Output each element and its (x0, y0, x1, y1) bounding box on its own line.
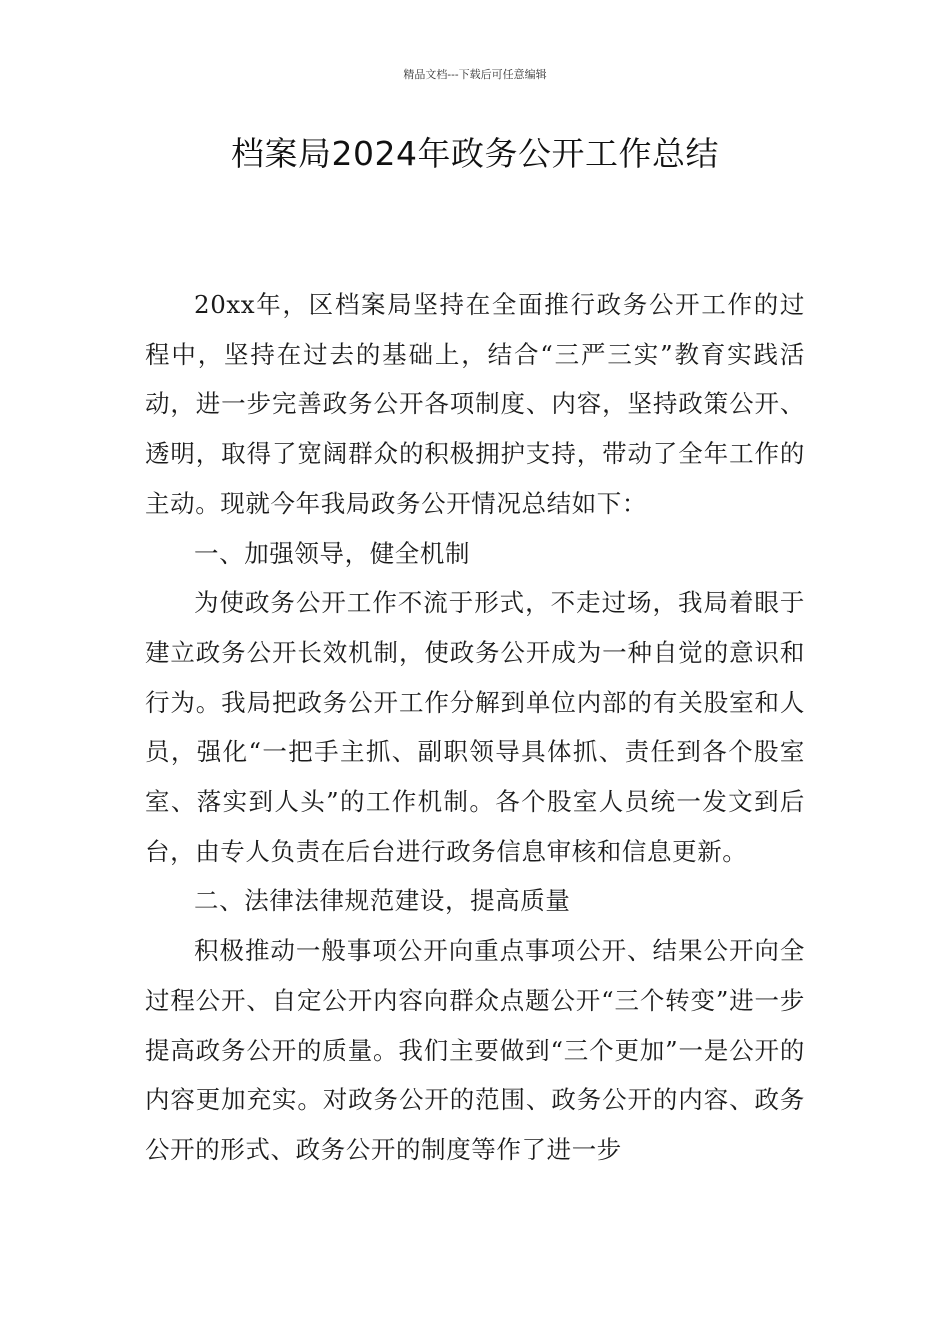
paragraph-section-1: 为使政务公开工作不流于形式，不走过场，我局着眼于建立政务公开长效机制，使政务公开成为一种自觉的意识和行为。我局把政务公开工作分解到单位内部的有关股室和人员，强化“一把手主抓、副职领导具体抓、责任到各个股室室、落实到人头”的工作机制。各个股室人员统一发文到后台，由专人负责在后台进行政务信息审核和信息更新。 (145, 588, 805, 866)
document-title: 档案局2024年政务公开工作总结 (231, 134, 719, 173)
section-heading-2: 二、法律法律规范建设，提高质量 (194, 886, 571, 916)
document-body (145, 280, 805, 1175)
header-note: 精品文档---下载后可任意编辑 (403, 68, 547, 81)
paragraph-intro: 20xx年，区档案局坚持在全面推行政务公开工作的过程中，坚持在过去的基础上，结合“三严三实”教育实践活动，进一步完善政务公开各项制度、内容，坚持政策公开、透明，取得了宽阔群众的积极拥护支持，带动了全年工作的主动。现就今年我局政务公开情况总结如下： (145, 290, 805, 518)
paragraph-section-2: 积极推动一般事项公开向重点事项公开、结果公开向全过程公开、自定公开内容向群众点题公开“三个转变”进一步提高政务公开的质量。我们主要做到“三个更加”一是公开的内容更加充实。对政务公开的范围、政务公开的内容、政务公开的形式、政务公开的制度等作了进一步 (145, 936, 805, 1164)
section-heading-1: 一、加强领导，健全机制 (194, 538, 471, 568)
